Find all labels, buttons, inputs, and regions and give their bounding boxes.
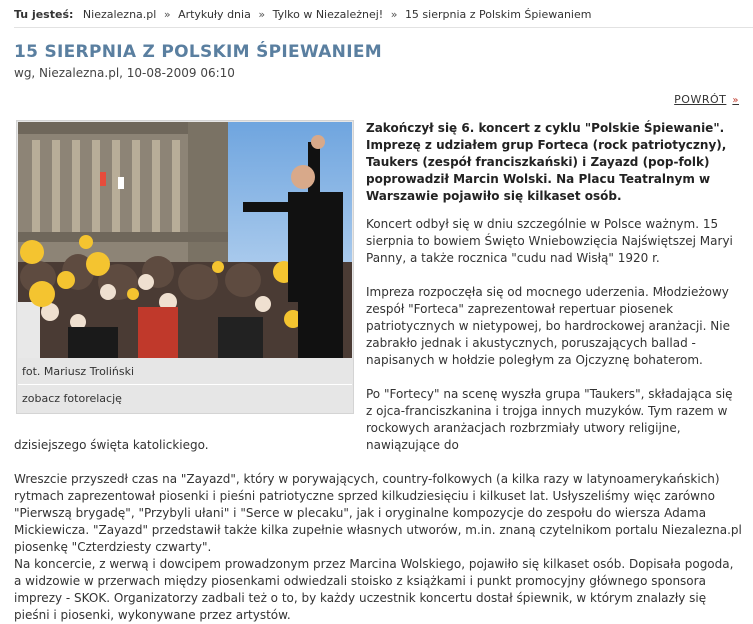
back-label: POWRÓT bbox=[674, 93, 727, 106]
paragraph-2: Impreza rozpoczęła się od mocnego uderzenia. Młodzieżowy zespół "Forteca" zaprezentował repertuar piosenek patriotycznych w nietypowej, bo hardrockowej aranżacji. Nie zabrakło jednak i akustycznych, poruszających ballad - napisanych w hołdzie poległym za Ojczyznę bohaterom. bbox=[366, 285, 730, 367]
paragraph-5: Na koncercie, z werwą i dowcipem prowadzonym przez Marcina Wolskiego, pojawiło się kilkaset osób. Dopisała pogoda, a widzowie w przerwach między piosenkami odwiedzali stoisko z książkami i punkt promocyjny głównego sponsora imprezy - SKOK. Organizatorzy zadbali też o to, by każdy uczestnik koncertu dostał śpiewnik, w którym znalazły się pieśni i piosenki, wykonywane przez artystów. bbox=[14, 557, 734, 622]
breadcrumb-separator: » bbox=[390, 8, 398, 21]
photo-gallery-link[interactable]: zobacz fotorelację bbox=[22, 392, 122, 405]
breadcrumb-separator: » bbox=[163, 8, 171, 21]
paragraph-3-continued: dzisiejszego święta katolickiego. bbox=[14, 438, 209, 452]
paragraph-1: Koncert odbył się w dniu szczególnie w Polsce ważnym. 15 sierpnia to bowiem Święto Wniebowzięcia Najświętszej Maryi Panny, a także rocznica "cudu nad Wisłą" 1920 r. bbox=[366, 217, 733, 265]
breadcrumb-separator: » bbox=[258, 8, 266, 21]
concert-photo-icon bbox=[18, 122, 352, 358]
photo-box bbox=[16, 120, 354, 414]
article-photo[interactable] bbox=[18, 122, 352, 358]
article-byline: wg, Niezalezna.pl, 10-08-2009 06:10 bbox=[14, 66, 235, 80]
chevron-right-icon: » bbox=[732, 95, 739, 106]
breadcrumb-lead: Tu jesteś: bbox=[14, 8, 74, 21]
paragraph-3: Po "Fortecy" na scenę wyszła grupa "Taukers", składająca się z ojca-franciszkanina i trojga innych muzyków. Tym razem w rockowych aranżacjach rozbrzmiały utwory religijne, nawiązujące do bbox=[366, 387, 733, 452]
breadcrumb-item-articles[interactable]: Artykuły dnia bbox=[178, 8, 251, 21]
photo-gallery-link-row bbox=[18, 386, 352, 412]
article-lead: Zakończył się 6. koncert z cyklu "Polskie Śpiewanie". Imprezę z udziałem grup Forteca (rock patriotyczny), Taukers (zespół franciszkański) i Zayazd (pop-folk) poprowadził Marcin Wolski. Na Placu Teatralnym w Warszawie pojawiło się kilkaset osób. bbox=[366, 121, 727, 203]
breadcrumb bbox=[14, 8, 742, 21]
article-title: 15 SIERPNIA Z POLSKIM ŚPIEWANIEM bbox=[14, 42, 382, 62]
breadcrumb-item-home[interactable]: Niezalezna.pl bbox=[82, 8, 157, 21]
back-link[interactable] bbox=[674, 93, 739, 106]
breadcrumb-item-exclusive[interactable]: Tylko w Niezależnej! bbox=[272, 8, 384, 21]
breadcrumb-divider bbox=[14, 27, 753, 28]
breadcrumb-item-current: 15 sierpnia z Polskim Śpiewaniem bbox=[404, 8, 592, 21]
paragraph-4: Wreszcie przyszedł czas na "Zayazd", który w porywających, country-folkowych (a kilka razy w latynoamerykańskich) rytmach zaprezentował piosenki i pieśni patriotyczne sprzed kilkudziesięciu i kilkuset lat. Usłyszeliśmy więc zarówno "Pierwszą brygadę", "Przybyli ułani" i "Serce w plecaku", jak i oryginalne kompozycje do zespołu do wiersza Adama Mickiewicza. "Zayazd" przedstawił także kilka zupełnie własnych utworów, m.in. znaną czytelnikom portalu Niezalezna.pl piosenkę "Czterdziesty czwarty". bbox=[14, 472, 742, 554]
photo-caption: fot. Mariusz Troliński bbox=[18, 359, 352, 385]
